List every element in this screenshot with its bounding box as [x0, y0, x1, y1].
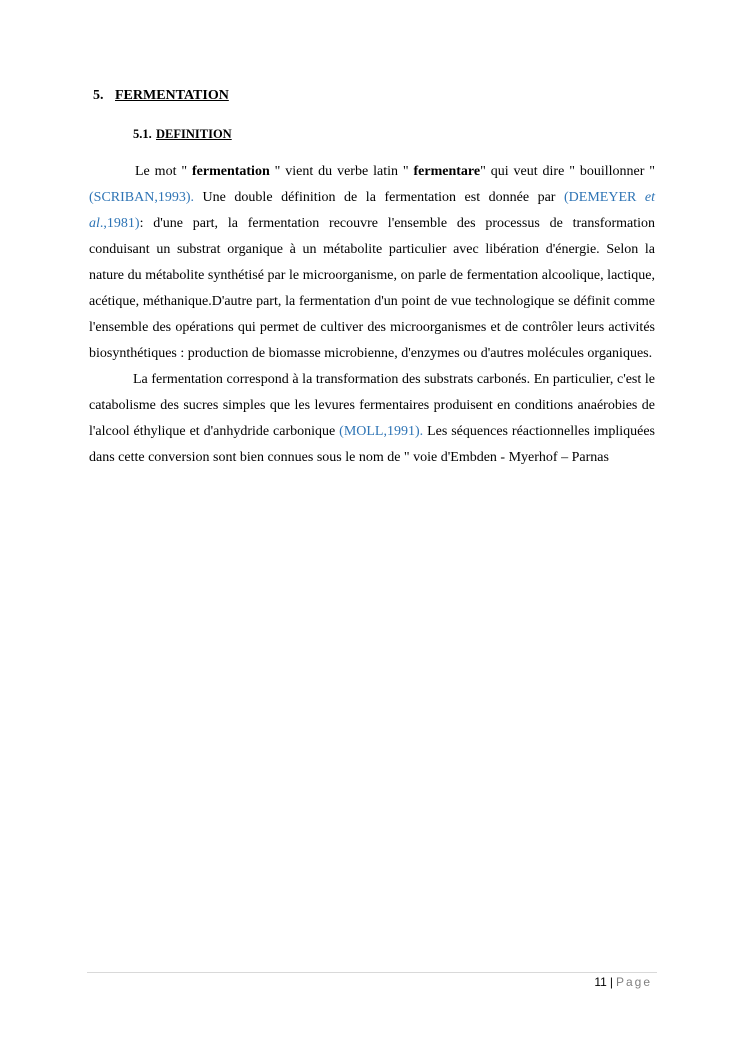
term-fermentare: fermentare	[413, 164, 481, 179]
footer-separator: |	[609, 975, 613, 989]
page-number: 11	[594, 975, 607, 989]
section-heading	[93, 88, 229, 104]
page-label: Page	[615, 975, 652, 989]
citation-et-al: et al	[89, 190, 655, 231]
text-run: Les séquences réactionnelles impliquées dans cette conversion sont bien connues sous le nom de " voie d'Embden - Myerhof – Parnas	[89, 424, 656, 465]
body-text	[89, 159, 655, 471]
text-run: Une double définition de la fermentation est donnée par	[194, 190, 565, 205]
paragraph-definition	[89, 159, 655, 367]
text-run: " qui veut dire " bouillonner "	[480, 164, 655, 179]
subsection-title: DEFINITION	[156, 127, 232, 141]
text-run: : d'une part, la fermentation recouvre l'ensemble des processus de transformation conduisant un substrat organique à un métabolite particulier avec libération d'énergie. Selon la nature du métabolite synthétisé par le microorganisme, on parle de fermentation alcoolique, lactique, acétique, méthanique.D'autre part, la fermentation d'un point de vue technologique se définit comme l'ensemble des opérations qui permet de cultiver des microorganismes et de contrôler leurs activités biosynthétiques : production de biomasse microbienne, d'enzymes ou d'autres molécules organiques.	[89, 216, 655, 361]
page-footer	[594, 975, 652, 989]
citation-year: .,1981)	[99, 216, 140, 231]
citation-scriban: (SCRIBAN,1993).	[89, 190, 195, 205]
citation-author: (DEMEYER	[564, 190, 645, 205]
citation-moll: (MOLL,1991).	[339, 424, 424, 439]
section-title: FERMENTATION	[115, 88, 229, 103]
text-run: " vient du verbe latin "	[269, 164, 414, 179]
subsection-heading	[133, 127, 232, 142]
footer-divider	[87, 972, 657, 973]
term-fermentation: fermentation	[191, 164, 270, 179]
text-run: La fermentation correspond à la transformation des substrats carbonés. En particulier, c'est le catabolisme des sucres simples que les levures fermentaires produisent en conditions anaérobies de l'alcool éthylique et d'anhydride carbonique	[89, 372, 655, 439]
paragraph-catabolism	[89, 367, 655, 471]
section-number: 5.	[93, 88, 104, 103]
subsection-number: 5.1.	[133, 127, 152, 141]
text-run: Le mot "	[135, 164, 192, 179]
